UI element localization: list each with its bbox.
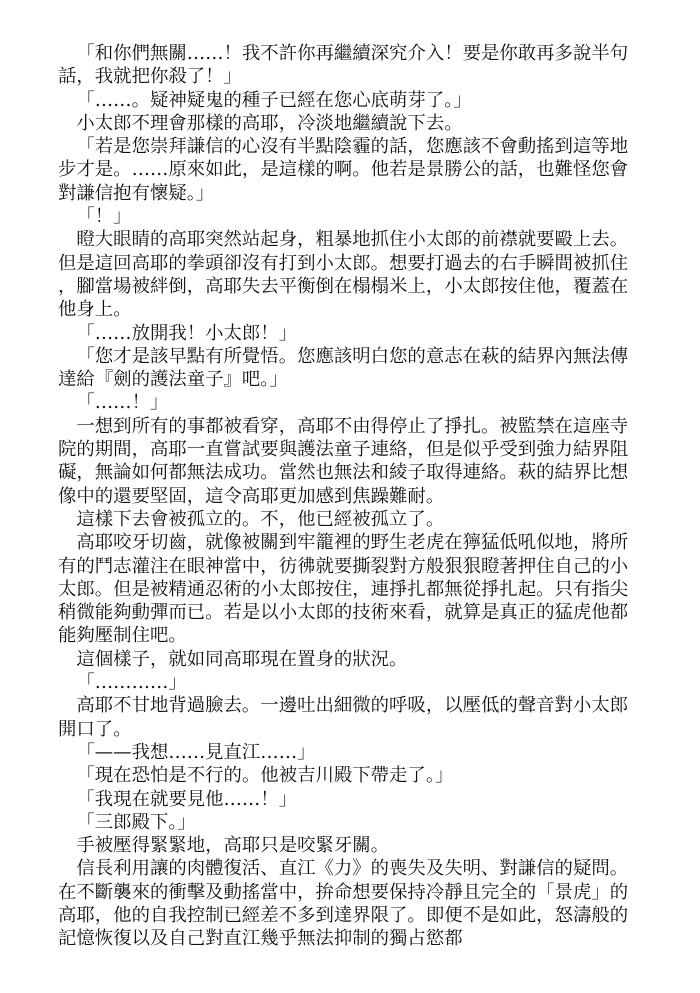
paragraph: 「您才是該早點有所覺悟。您應該明白您的意志在萩的結界內無法傳達給『劍的護法童子』吧。」 [58, 345, 629, 391]
paragraph: 「三郎殿下。」 [76, 811, 196, 833]
novel-page-text [58, 42, 640, 951]
paragraph: 「現在恐怕是不行的。他被吉川殿下帶走了。」 [76, 765, 454, 787]
paragraph: 「……放開我！小太郎！」 [76, 322, 298, 344]
paragraph: 「……！」 [76, 392, 169, 414]
paragraph: 信長利用讓的肉體復活、直江《力》的喪失及失明、對謙信的疑問。在不斷襲來的衝擊及動搖當中，拚命想要保持冷靜且完全的「景虎」的高耶，他的自我控制已經差不多到達界限了。即便不是如此，怒濤般的記憶恢復以及自己對直江幾乎無法抑制的獨占慾都 [58, 858, 629, 950]
paragraph: 「——我想……見直江……」 [76, 741, 316, 763]
paragraph: 一想到所有的事都被看穿，高耶不由得停止了掙扎。被監禁在這座寺院的期間，高耶一直嘗試要與護法童子連絡，但是似乎受到強力結界阻礙，無論如何都無法成功。當然也無法和綾子取得連絡。萩的結界比想像中的還要堅固，這令高耶更加感到焦躁難耐。 [58, 415, 629, 507]
paragraph: 「我現在就要見他……！」 [76, 788, 298, 810]
paragraph: 這樣下去會被孤立的。不，他已經被孤立了。 [76, 508, 445, 530]
paragraph: 高耶咬牙切齒，就像被關到牢籠裡的野生老虎在獰猛低吼似地，將所有的鬥志灌注在眼神當中，彷彿就要撕裂對方般狠狠瞪著押住自己的小太郎。但是被精通忍術的小太郎按住，連掙扎都無從掙扎起。只有指尖稍微能夠動彈而已。若是以小太郎的技術來看，就算是真正的猛虎他都能夠壓制住吧。 [58, 532, 629, 647]
paragraph: 「和你們無關……！我不許你再繼續深究介入！要是你敢再多說半句話，我就把你殺了！」 [58, 43, 629, 88]
paragraph: 瞪大眼睛的高耶突然站起身，粗暴地抓住小太郎的前襟就要毆上去。但是這回高耶的拳頭卻沒有打到小太郎。想要打過去的右手瞬間被抓住，腳當場被絆倒，高耶失去平衡倒在榻榻米上，小太郎按住他，覆蓋在他身上。 [58, 229, 629, 321]
paragraph: 「……。疑神疑鬼的種子已經在您心底萌芽了。」 [76, 89, 472, 111]
paragraph: 高耶不甘地背過臉去。一邊吐出細微的呼吸，以壓低的聲音對小太郎開口了。 [58, 695, 629, 740]
paragraph: 小太郎不理會那樣的高耶，冷淡地繼續說下去。 [76, 112, 463, 134]
paragraph: 這個樣子，就如同高耶現在置身的狀況。 [76, 648, 408, 670]
paragraph: 「！」 [76, 206, 132, 228]
paragraph: 手被壓得緊緊地，高耶只是咬緊牙關。 [76, 835, 390, 857]
paragraph: 「…………」 [76, 672, 187, 694]
paragraph: 「若是您崇拜謙信的心沒有半點陰霾的話，您應該不會動搖到這等地步才是。……原來如此，是這樣的啊。他若是景勝公的話，也難怪您會對謙信抱有懷疑。」 [58, 136, 629, 204]
